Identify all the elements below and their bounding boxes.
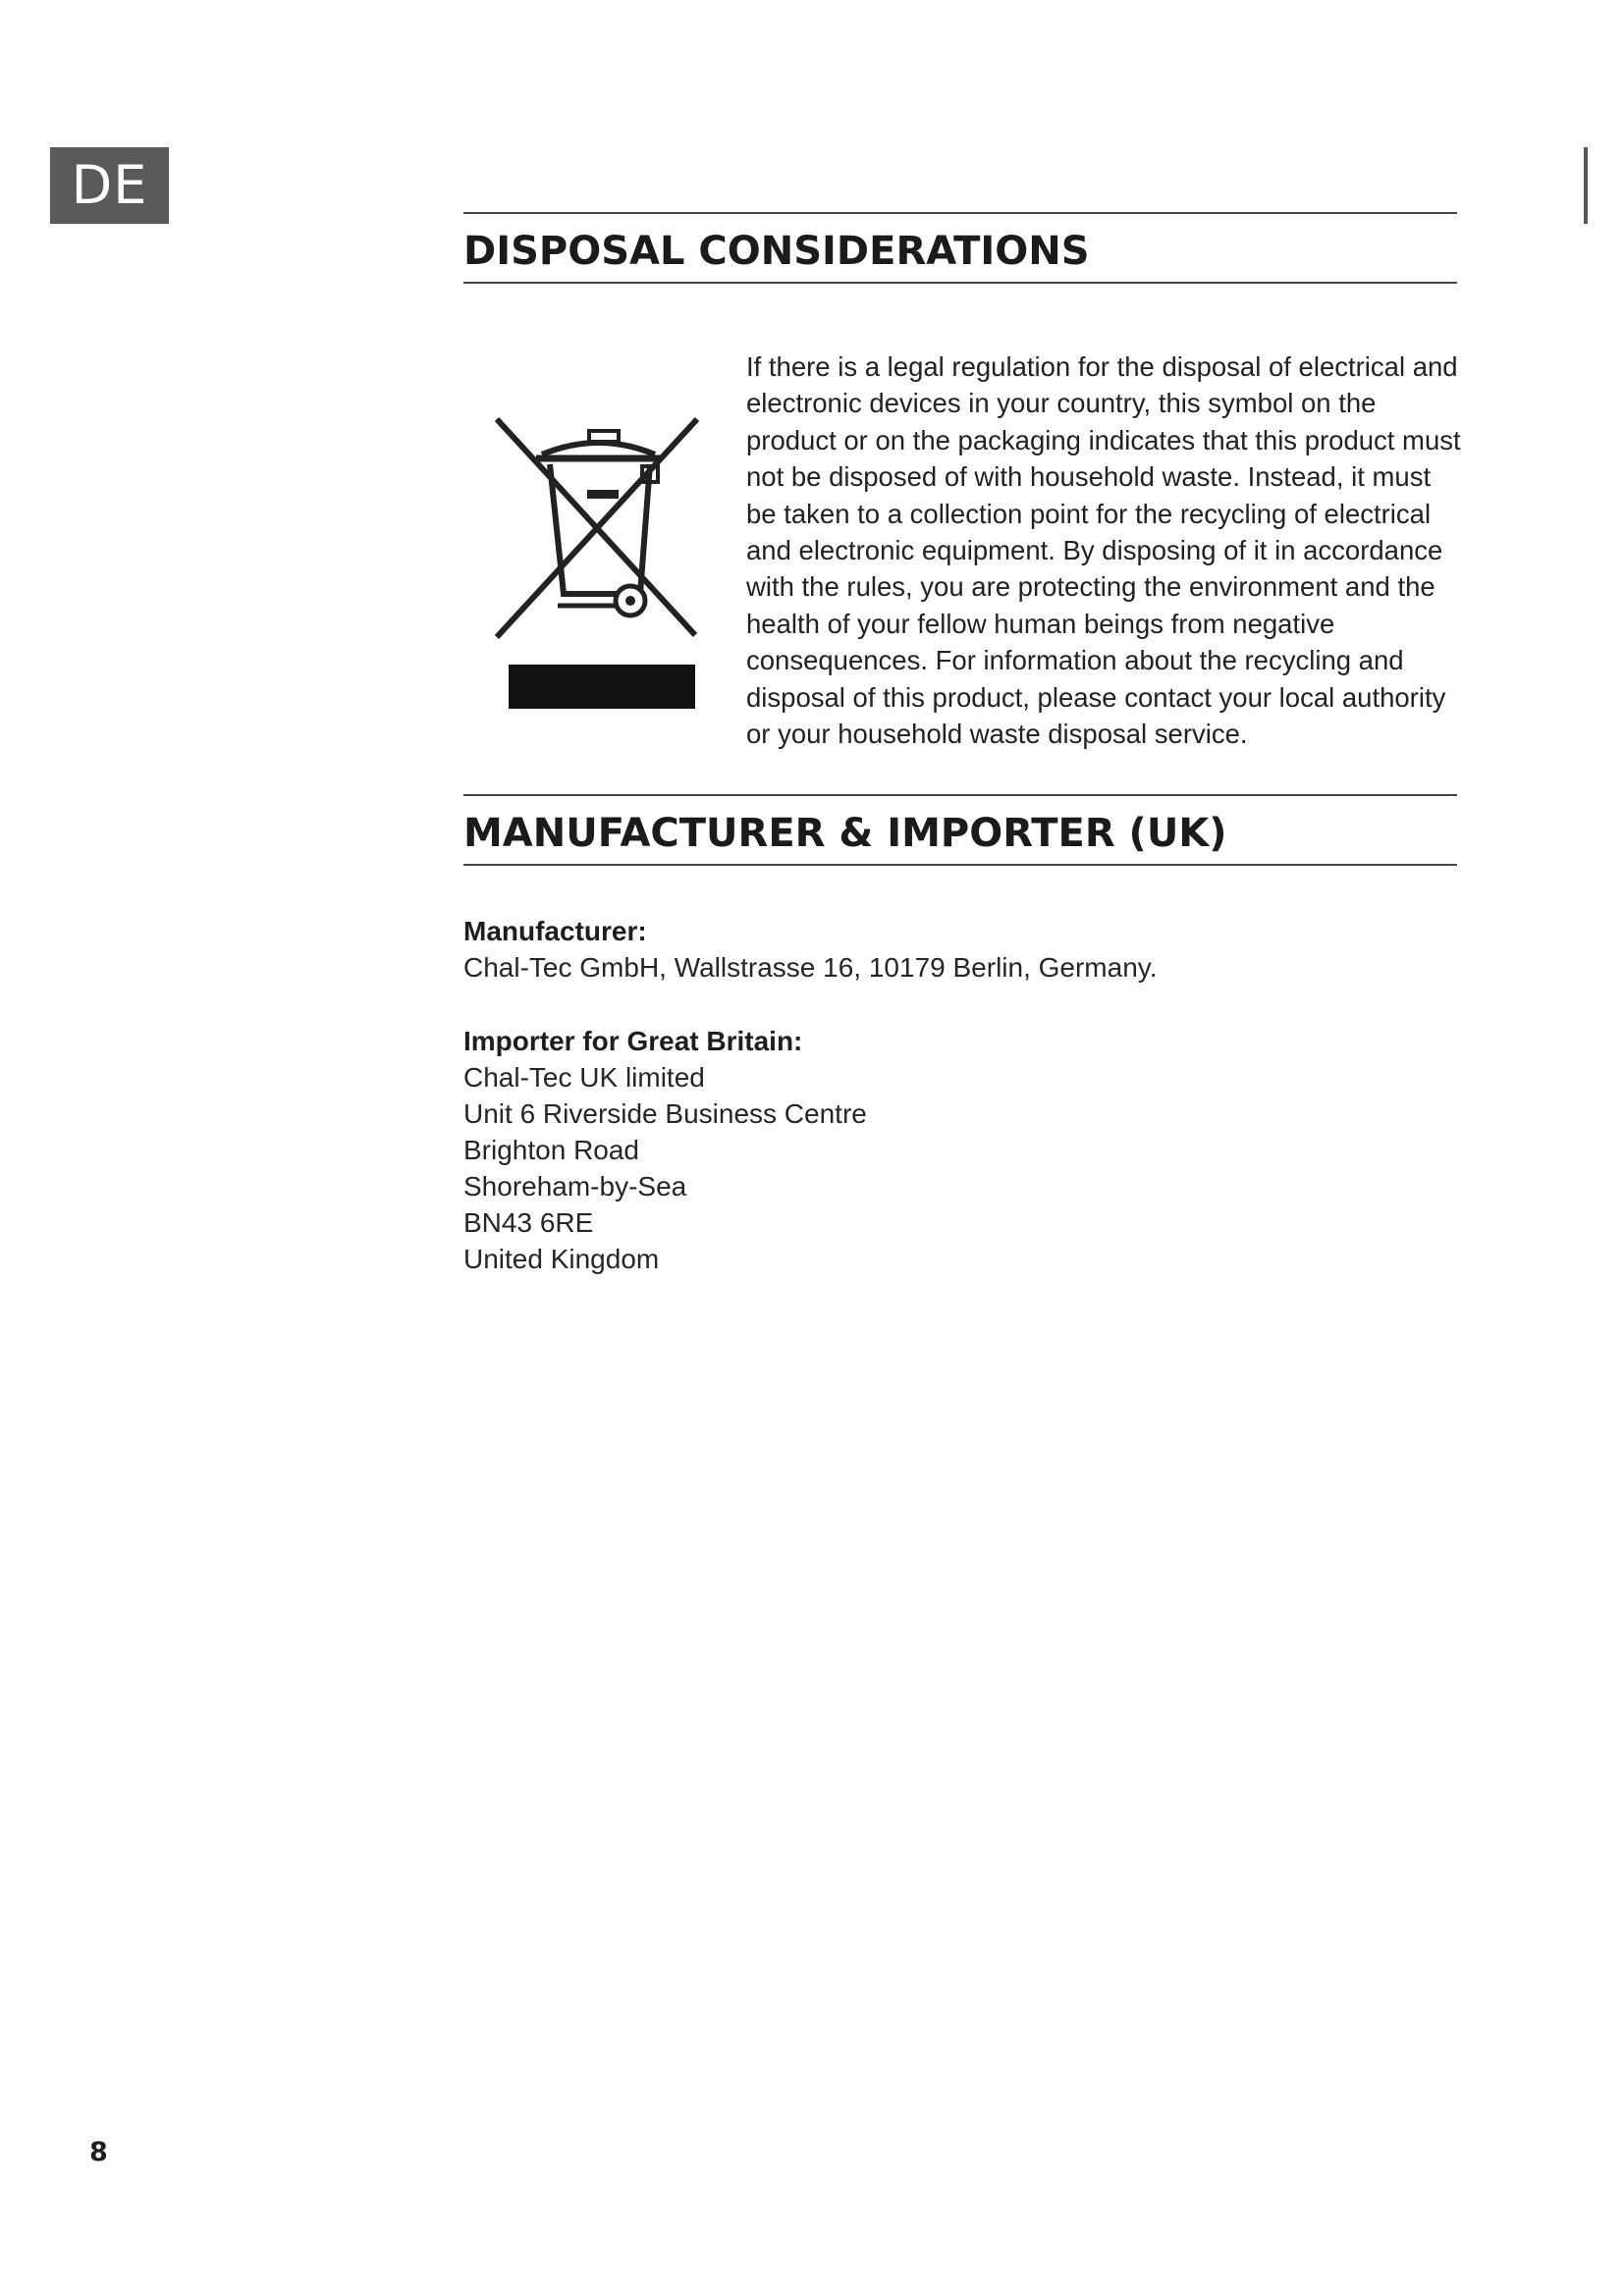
importer-line: United Kingdom: [463, 1244, 660, 1274]
disposal-section-title: DISPOSAL CONSIDERATIONS: [463, 229, 1090, 274]
importer-line: Unit 6 Riverside Business Centre: [463, 1098, 867, 1129]
importer-label: Importer for Great Britain:: [463, 1026, 803, 1056]
disposal-description: If there is a legal regulation for the disposal of electrical and electronic devices in your country, this symbol on the product or on the packaging indicates that this product must not be disposed of with household waste. Instead, it must be taken to a collection point for the recycling of electrical and electronic equipment. By disposing of it in accordance with the rules, you are protecting the environment and the health of your fellow human beings from negative consequences. For information about the recycling and disposal of this product, please contact your local authority or your household waste disposal service.: [746, 351, 1461, 750]
manufacturer-label: Manufacturer:: [463, 916, 647, 946]
page-edge-marker: [1584, 147, 1588, 224]
section-rule-top: [463, 794, 1457, 796]
manufacturer-address: Chal-Tec GmbH, Wallstrasse 16, 10179 Berlin, Germany.: [463, 952, 1158, 983]
section-rule-top: [463, 212, 1457, 214]
crossed-out-wheelie-bin-icon: [493, 417, 701, 709]
language-badge: DE: [50, 147, 169, 224]
importer-line: Chal-Tec UK limited: [463, 1062, 705, 1093]
importer-line: Shoreham-by-Sea: [463, 1171, 687, 1201]
page-number: 8: [89, 2137, 108, 2167]
section-rule-bottom: [463, 864, 1457, 866]
importer-line: BN43 6RE: [463, 1207, 594, 1238]
importer-line: Brighton Road: [463, 1135, 640, 1165]
manufacturer-section-title: MANUFACTURER & IMPORTER (UK): [463, 811, 1227, 856]
section-rule-bottom: [463, 282, 1457, 284]
